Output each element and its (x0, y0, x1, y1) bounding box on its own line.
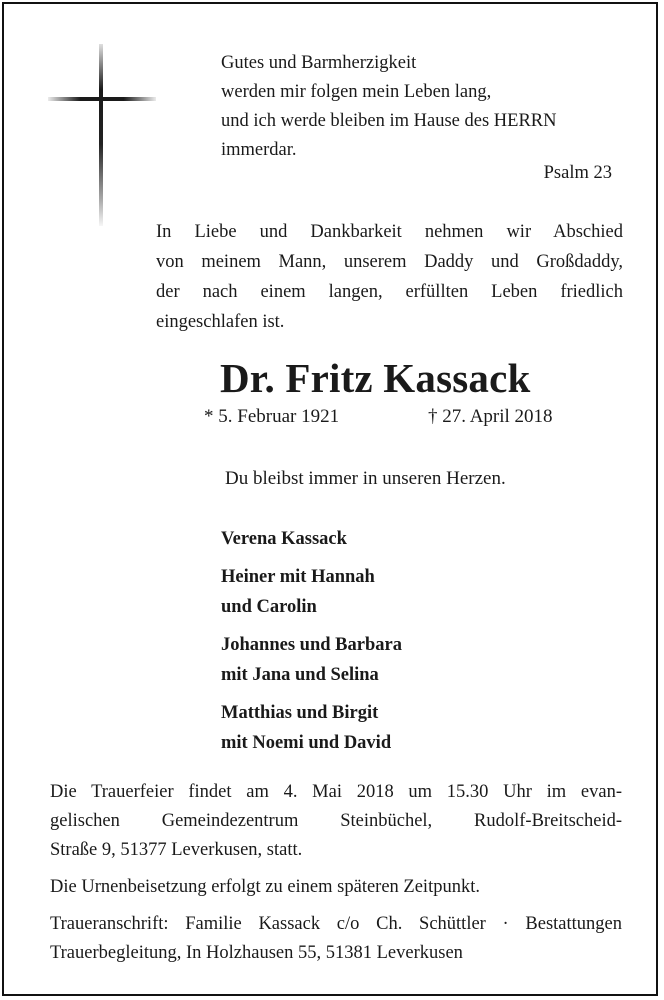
verse-line: Gutes und Barmherzigkeit (221, 53, 417, 73)
family-line: Johannes und Barbara (221, 635, 402, 655)
family-line: und Carolin (221, 597, 317, 617)
intro-line: eingeschlafen ist. (156, 312, 285, 332)
address-line: Traueranschrift: Familie Kassack c/o Ch. Schüttler · Bestattungen (50, 914, 622, 934)
family-group (221, 524, 402, 554)
family-line: mit Jana und Selina (221, 665, 379, 685)
intro-line: In Liebe und Dankbarkeit nehmen wir Abschied (156, 222, 623, 242)
bible-verse (221, 49, 626, 165)
ceremony-line: Die Trauerfeier findet am 4. Mai 2018 um 15.30 Uhr im evan- (50, 782, 622, 802)
ceremony-line: gelischen Gemeindezentrum Steinbüchel, Rudolf-Breitscheid- (50, 811, 622, 831)
ceremony-line: Straße 9, 51377 Leverkusen, statt. (50, 840, 303, 860)
intro-line: von meinem Mann, unserem Daddy und Großdaddy, (156, 252, 623, 272)
cross-icon (48, 44, 156, 226)
family-group (221, 562, 402, 622)
intro-text (156, 217, 623, 337)
family-group (221, 698, 402, 758)
verse-line: und ich werde bleiben im Hause des HERRN (221, 111, 557, 131)
family-line: mit Noemi und David (221, 733, 392, 753)
obituary-notice (2, 2, 658, 996)
birth-date: * 5. Februar 1921 (204, 406, 340, 427)
death-date: † 27. April 2018 (428, 406, 553, 427)
family-group (221, 630, 402, 690)
intro-line: der nach einem langen, erfüllten Leben friedlich (156, 282, 623, 302)
verse-source: Psalm 23 (543, 163, 612, 183)
family-line: Heiner mit Hannah (221, 567, 375, 587)
family-line: Matthias und Birgit (221, 703, 379, 723)
verse-line: immerdar. (221, 140, 297, 160)
verse-line: werden mir folgen mein Leben lang, (221, 82, 492, 102)
motto: Du bleibst immer in unseren Herzen. (225, 468, 506, 489)
family-line: Verena Kassack (221, 529, 347, 549)
family-members (221, 524, 402, 766)
burial-note: Die Urnenbeisetzung erfolgt zu einem späteren Zeitpunkt. (50, 877, 480, 897)
deceased-name: Dr. Fritz Kassack (220, 355, 531, 401)
closing-info (50, 778, 622, 968)
address-line: Trauerbegleitung, In Holzhausen 55, 51381 Leverkusen (50, 943, 463, 963)
